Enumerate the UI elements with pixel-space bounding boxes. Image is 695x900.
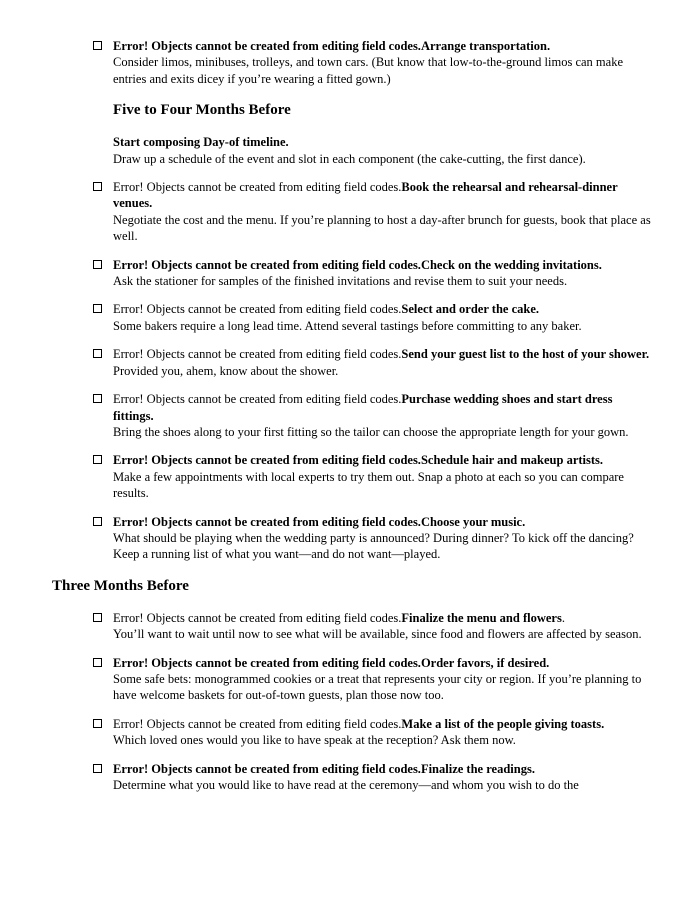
item-title-line	[113, 610, 652, 626]
task-description: Negotiate the cost and the menu. If you’re planning to host a day-after brunch for guests, book that place as well.	[113, 212, 651, 244]
checkbox-icon[interactable]	[93, 304, 102, 313]
checkbox-icon[interactable]	[93, 260, 102, 269]
task-description: Ask the stationer for samples of the finished invitations and revise them to suit your needs.	[113, 274, 568, 289]
field-code-error-text: Error! Objects cannot be created from editing field codes.	[113, 761, 421, 776]
checklist-item-book-rehearsal	[52, 179, 652, 245]
checkbox-icon[interactable]	[93, 658, 102, 667]
task-description: Draw up a schedule of the event and slot in each component (the cake-cutting, the first dance).	[113, 151, 586, 166]
checklist-item-finalize-readings	[52, 761, 652, 794]
checklist-item-choose-music	[52, 514, 652, 563]
task-description: What should be playing when the wedding party is announced? During dinner? To kick off the dancing? Keep a running list of what you want—and do not want—played.	[113, 530, 634, 562]
task-description: Consider limos, minibuses, trolleys, and town cars. (But know that low-to-the-ground limos can make entries and exits dicey if you’re wearing a fitted gown.)	[113, 55, 623, 86]
task-title-suffix: .	[561, 610, 565, 625]
task-title: Select and order the cake.	[401, 302, 540, 317]
field-code-error-text: Error! Objects cannot be created from editing field codes.	[113, 392, 402, 407]
checkbox-icon[interactable]	[93, 613, 102, 622]
checklist-item-day-of-timeline	[52, 134, 652, 167]
item-title-line	[113, 514, 652, 530]
item-title-line	[113, 257, 652, 273]
item-title-line	[113, 655, 652, 671]
document-content	[52, 38, 652, 805]
item-title-line	[113, 134, 652, 150]
field-code-error-text: Error! Objects cannot be created from editing field codes.	[113, 302, 402, 317]
field-code-error-text: Error! Objects cannot be created from editing field codes.	[113, 655, 421, 670]
checkbox-icon[interactable]	[93, 517, 102, 526]
task-description: Bring the shoes along to your first fitting so the tailor can choose the appropriate length for your gown.	[113, 424, 629, 439]
item-title-line	[113, 301, 652, 317]
field-code-error-text: Error! Objects cannot be created from editing field codes.	[113, 39, 421, 53]
item-title-line	[113, 38, 652, 54]
item-title-line	[113, 346, 652, 362]
task-description: Determine what you would like to have read at the ceremony—and whom you wish to do the	[113, 778, 579, 792]
checkbox-icon[interactable]	[93, 41, 102, 50]
checklist-item-schedule-hair-makeup	[52, 452, 652, 501]
task-title: Send your guest list to the host of your shower.	[401, 347, 650, 362]
task-title: Order favors, if desired.	[420, 655, 550, 670]
field-code-error-text: Error! Objects cannot be created from editing field codes.	[113, 610, 402, 625]
task-description: Provided you, ahem, know about the shower.	[113, 363, 339, 378]
checkbox-icon[interactable]	[93, 182, 102, 191]
task-description: Some bakers require a long lead time. Attend several tastings before committing to any baker.	[113, 318, 582, 333]
task-title: Start composing Day-of timeline.	[113, 135, 289, 150]
task-title: Schedule hair and makeup artists.	[420, 453, 604, 468]
field-code-error-text: Error! Objects cannot be created from editing field codes.	[113, 514, 421, 529]
checklist-item-finalize-menu-flowers	[52, 610, 652, 643]
task-title: Purchase wedding shoes and start dress fittings.	[113, 392, 613, 423]
checklist-item-check-invitations	[52, 257, 652, 290]
item-title-line	[113, 716, 652, 732]
item-title-line	[113, 452, 652, 468]
field-code-error-text: Error! Objects cannot be created from editing field codes.	[113, 180, 402, 195]
checklist-item-purchase-shoes	[52, 391, 652, 440]
task-title: Finalize the readings.	[420, 761, 535, 776]
task-title: Check on the wedding invitations.	[420, 257, 602, 272]
section-heading-five-to-four-months: Five to Four Months Before	[113, 102, 291, 119]
checkbox-icon[interactable]	[93, 719, 102, 728]
checkbox-icon[interactable]	[93, 394, 102, 403]
task-description: You’ll want to wait until now to see what will be available, since food and flowers are affected by season.	[113, 627, 642, 642]
checklist-item-order-cake	[52, 301, 652, 334]
field-code-error-text: Error! Objects cannot be created from editing field codes.	[113, 347, 402, 362]
item-title-line	[113, 391, 652, 424]
task-description: Make a few appointments with local experts to try them out. Snap a photo at each so you can compare results.	[113, 469, 624, 501]
item-title-line	[113, 761, 652, 777]
task-description: Which loved ones would you like to have speak at the reception? Ask them now.	[113, 733, 516, 748]
checklist-item-order-favors	[52, 655, 652, 704]
item-title-line	[113, 179, 652, 212]
section-heading-three-months: Three Months Before	[52, 577, 189, 594]
task-title: Finalize the menu and flowers	[401, 610, 562, 625]
field-code-error-text: Error! Objects cannot be created from editing field codes.	[113, 453, 421, 468]
checkbox-icon[interactable]	[93, 349, 102, 358]
task-title: Choose your music.	[420, 514, 526, 529]
task-title: Make a list of the people giving toasts.	[401, 716, 605, 731]
field-code-error-text: Error! Objects cannot be created from editing field codes.	[113, 716, 402, 731]
task-title: Arrange transportation.	[420, 39, 551, 53]
task-description: Some safe bets: monogrammed cookies or a treat that represents your city or region. If you’re planning to have welcome baskets for out-of-town guests, plan those now too.	[113, 671, 642, 703]
checkbox-icon[interactable]	[93, 764, 102, 773]
checklist-item-send-guest-list	[52, 346, 652, 379]
field-code-error-text: Error! Objects cannot be created from editing field codes.	[113, 257, 421, 272]
task-title: Book the rehearsal and rehearsal-dinner venues.	[113, 180, 618, 211]
checklist-item-toast-list	[52, 716, 652, 749]
checklist-item-arrange-transportation	[52, 38, 652, 87]
checkbox-icon[interactable]	[93, 455, 102, 464]
